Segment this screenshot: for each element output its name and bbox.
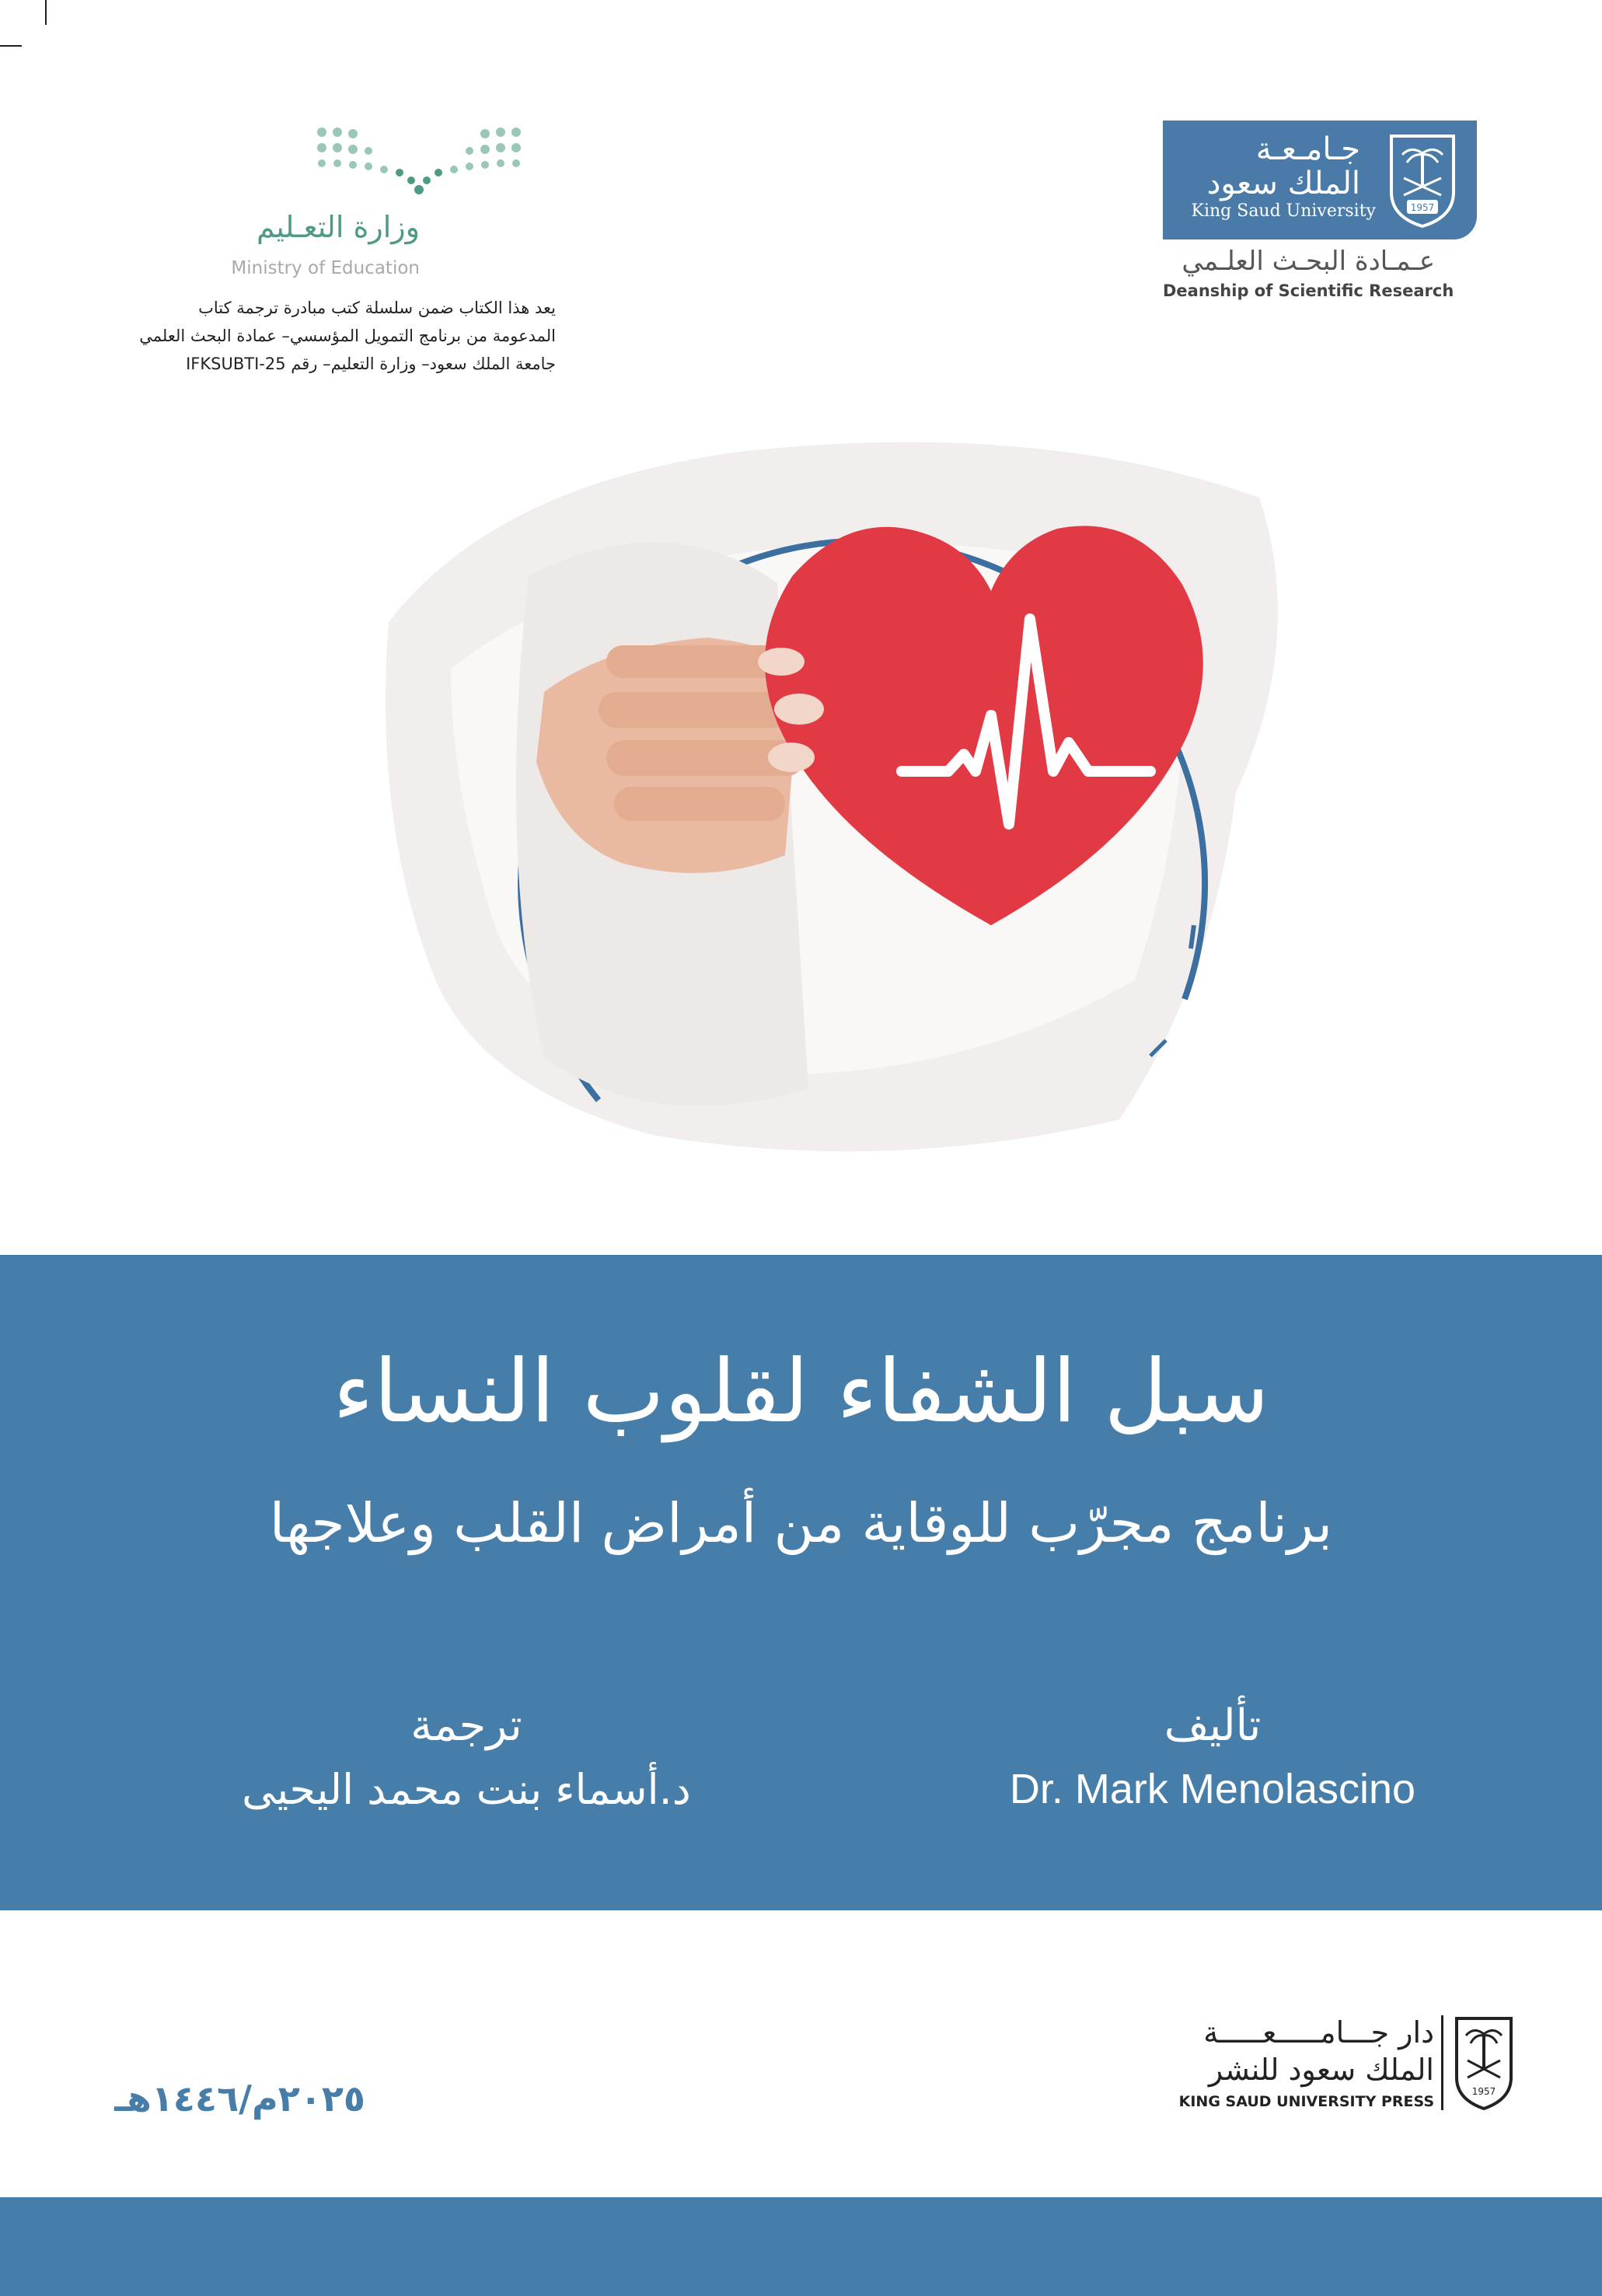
deanship-name-en: Deanship of Scientific Research <box>1163 281 1454 300</box>
ksu-logo <box>1163 121 1477 239</box>
deanship-name-ar: عـمـادة البحـث العلـمي <box>1181 246 1435 277</box>
book-subtitle: برنامج مجرّب للوقاية من أمراض القلب وعلاجها <box>269 1491 1333 1555</box>
ksu-name-ar-line2: الملك سعود <box>1206 166 1360 201</box>
bottom-band <box>0 2197 1602 2296</box>
series-note-line: جامعة الملك سعود– وزارة التعليم– رقم IFKSUBTI-25 <box>186 355 556 373</box>
publication-date: ٢٠٢٥م/١٤٤٦هـ <box>114 2078 365 2120</box>
ksu-name-ar-line1: جـامـعـة <box>1255 131 1360 167</box>
publisher-name-ar-line2: الملك سعود للنشر <box>1208 2053 1434 2087</box>
ministry-logo-icon <box>314 124 524 196</box>
translator-label: ترجمة <box>410 1700 522 1751</box>
ksu-emblem-icon <box>1384 130 1461 229</box>
publisher-emblem-year: 1957 <box>1471 2086 1496 2097</box>
cover-illustration <box>342 389 1352 1213</box>
publisher-name-en: KING SAUD UNIVERSITY PRESS <box>1178 2093 1434 2110</box>
series-note-line: المدعومة من برنامج التمويل المؤسسي– عمادة البحث العلمي <box>139 327 556 345</box>
ksu-emblem-year: 1957 <box>1410 202 1435 213</box>
ksu-name-en: King Saud University <box>1191 201 1376 221</box>
publisher-emblem-icon <box>1452 2012 1516 2112</box>
ministry-name-en: Ministry of Education <box>231 258 420 278</box>
publisher-divider <box>1441 2015 1443 2110</box>
publisher-name-ar-line1: دار جـــامـــــعـــــة <box>1203 2015 1434 2050</box>
ministry-name-ar: وزارة التعـليم <box>256 210 420 244</box>
crop-mark <box>45 0 47 25</box>
crop-mark <box>0 45 22 47</box>
series-note-line: يعد هذا الكتاب ضمن سلسلة كتب مبادرة ترجمة كتاب <box>198 299 556 317</box>
author-label: تأليف <box>1164 1700 1262 1751</box>
series-note <box>117 294 556 378</box>
book-title: سبل الشفاء لقلوب النساء <box>333 1341 1269 1442</box>
translator-name: د.أسماء بنت محمد اليحيى <box>242 1765 691 1814</box>
author-name: Dr. Mark Menolascino <box>1009 1766 1416 1812</box>
